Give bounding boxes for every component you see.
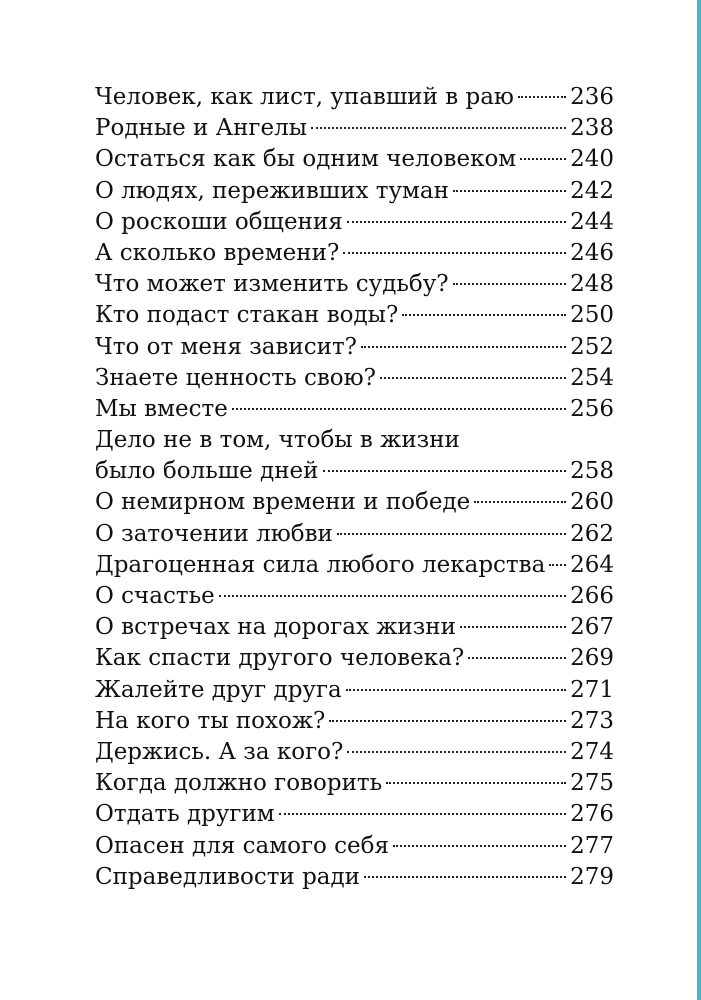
toc-entry-page-number: 256: [570, 395, 614, 422]
toc-entry[interactable]: [95, 363, 614, 394]
toc-entry[interactable]: [95, 581, 614, 612]
toc-entry[interactable]: [95, 487, 614, 518]
toc-entry[interactable]: [95, 643, 614, 674]
toc-entry[interactable]: [95, 394, 614, 425]
dot-leader: [518, 96, 566, 98]
toc-entry[interactable]: [95, 113, 614, 144]
toc-entry-page-number: 246: [570, 239, 614, 266]
toc-entry-page-number: 236: [570, 84, 614, 110]
toc-entry-title: Мы вместе: [95, 395, 228, 422]
toc-entry[interactable]: [95, 300, 614, 331]
toc-entry-page-number: 267: [570, 614, 614, 641]
toc-entry-page-number: 240: [570, 146, 614, 173]
toc-entry[interactable]: [95, 706, 614, 737]
dot-leader: [347, 751, 566, 753]
dot-leader: [453, 190, 566, 192]
toc-entry[interactable]: [95, 768, 614, 799]
toc-entry-title: О людях, переживших туман: [95, 177, 449, 204]
toc-entry-title-line-1: Дело не в том, чтобы в жизни: [95, 427, 460, 454]
toc-entry-title: О встречах на дорогах жизни: [95, 614, 456, 641]
toc-entry-page-number: 273: [570, 707, 614, 734]
toc-entry[interactable]: [95, 144, 614, 175]
dot-leader: [453, 283, 566, 285]
toc-entry-title: На кого ты похож?: [95, 707, 326, 734]
toc-entry-title: Знаете ценность свою?: [95, 364, 377, 391]
toc-entry-title: Что от меня зависит?: [95, 333, 357, 360]
dot-leader: [364, 876, 566, 878]
toc-entry-title: Остаться как бы одним человеком: [95, 146, 517, 173]
dot-leader: [347, 221, 566, 223]
toc-entry-title: Кто подаст стакан воды?: [95, 302, 399, 329]
toc-entry[interactable]: [95, 425, 614, 487]
toc-entry-title: О роскоши общения: [95, 208, 343, 235]
toc-entry-page-number: 266: [570, 583, 614, 610]
toc-entry-title: Жалейте друг друга: [95, 676, 342, 703]
toc-entry[interactable]: [95, 207, 614, 238]
toc-entry[interactable]: [95, 238, 614, 269]
toc-entry-page-number: 238: [570, 115, 614, 142]
dot-leader: [323, 470, 567, 472]
toc-entry-title: Как спасти другого человека?: [95, 645, 465, 672]
dot-leader: [520, 158, 566, 160]
toc-entry-title: О счастье: [95, 583, 215, 610]
toc-entry-page-number: 250: [570, 302, 614, 329]
toc-entry-title: О заточении любви: [95, 520, 333, 547]
toc-entry[interactable]: [95, 831, 614, 862]
toc-entry-page-number: 254: [570, 364, 614, 391]
toc-entry-page-number: 271: [570, 676, 614, 703]
toc-entry-page-number: 262: [570, 520, 614, 547]
toc-entry[interactable]: [95, 550, 614, 581]
toc-entry-title: Человек, как лист, упавший в раю: [95, 84, 514, 110]
dot-leader: [402, 314, 566, 316]
toc-entry[interactable]: [95, 862, 614, 893]
dot-leader: [474, 501, 566, 503]
dot-leader: [232, 408, 566, 410]
dot-leader: [380, 377, 566, 379]
page-edge-strip: [697, 0, 701, 1000]
toc-entry-page-number: 252: [570, 333, 614, 360]
toc-entry-page-number: 274: [570, 738, 614, 765]
toc-entry-title: Отдать другим: [95, 801, 275, 828]
dot-leader: [219, 595, 566, 597]
toc-entry-page-number: 269: [570, 645, 614, 672]
toc-entry-page-number: 275: [570, 770, 614, 797]
toc-entry-page-number: 264: [570, 551, 614, 578]
toc-entry-title: Опасен для самого себя: [95, 832, 390, 859]
dot-leader: [343, 252, 566, 254]
dot-leader: [460, 626, 566, 628]
toc-entry-page-number: 277: [570, 832, 614, 859]
dot-leader: [346, 689, 566, 691]
toc-entry-page-number: 279: [570, 863, 614, 890]
toc-entry-title: Родные и Ангелы: [95, 115, 308, 142]
dot-leader: [468, 657, 566, 659]
dot-leader: [361, 346, 566, 348]
toc-entry-title: О немирном времени и победе: [95, 489, 471, 516]
toc-entry-page-number: 244: [570, 208, 614, 235]
toc-entry-page-number: 258: [570, 458, 614, 485]
toc-entry[interactable]: [95, 737, 614, 768]
toc-entry-title: Драгоценная сила любого лекарства: [95, 551, 546, 578]
toc-entry[interactable]: [95, 176, 614, 207]
toc-entry-page-number: 260: [570, 489, 614, 516]
toc-entry-page-number: 242: [570, 177, 614, 204]
dot-leader: [337, 533, 566, 535]
toc-entry[interactable]: [95, 519, 614, 550]
dot-leader: [393, 845, 566, 847]
toc-entry-title: Справедливости ради: [95, 863, 360, 890]
table-of-contents: [95, 82, 614, 893]
toc-entry-page-number: 276: [570, 801, 614, 828]
toc-entry[interactable]: [95, 269, 614, 300]
toc-entry[interactable]: [95, 612, 614, 643]
toc-entry-title: Когда должно говорить: [95, 770, 383, 797]
dot-leader: [311, 127, 566, 129]
toc-entry[interactable]: [95, 332, 614, 363]
toc-entry[interactable]: [95, 799, 614, 830]
toc-entry[interactable]: [95, 82, 614, 113]
toc-entry-title: Держись. А за кого?: [95, 738, 344, 765]
toc-entry-title: А сколько времени?: [95, 239, 340, 266]
toc-entry-page-number: 248: [570, 271, 614, 298]
dot-leader: [279, 813, 566, 815]
dot-leader: [329, 720, 566, 722]
toc-entry-title: Что может изменить судьбу?: [95, 271, 449, 298]
dot-leader: [386, 782, 566, 784]
toc-entry-title-line-2: было больше дней: [95, 458, 319, 485]
dot-leader: [549, 564, 566, 566]
toc-entry[interactable]: [95, 675, 614, 706]
